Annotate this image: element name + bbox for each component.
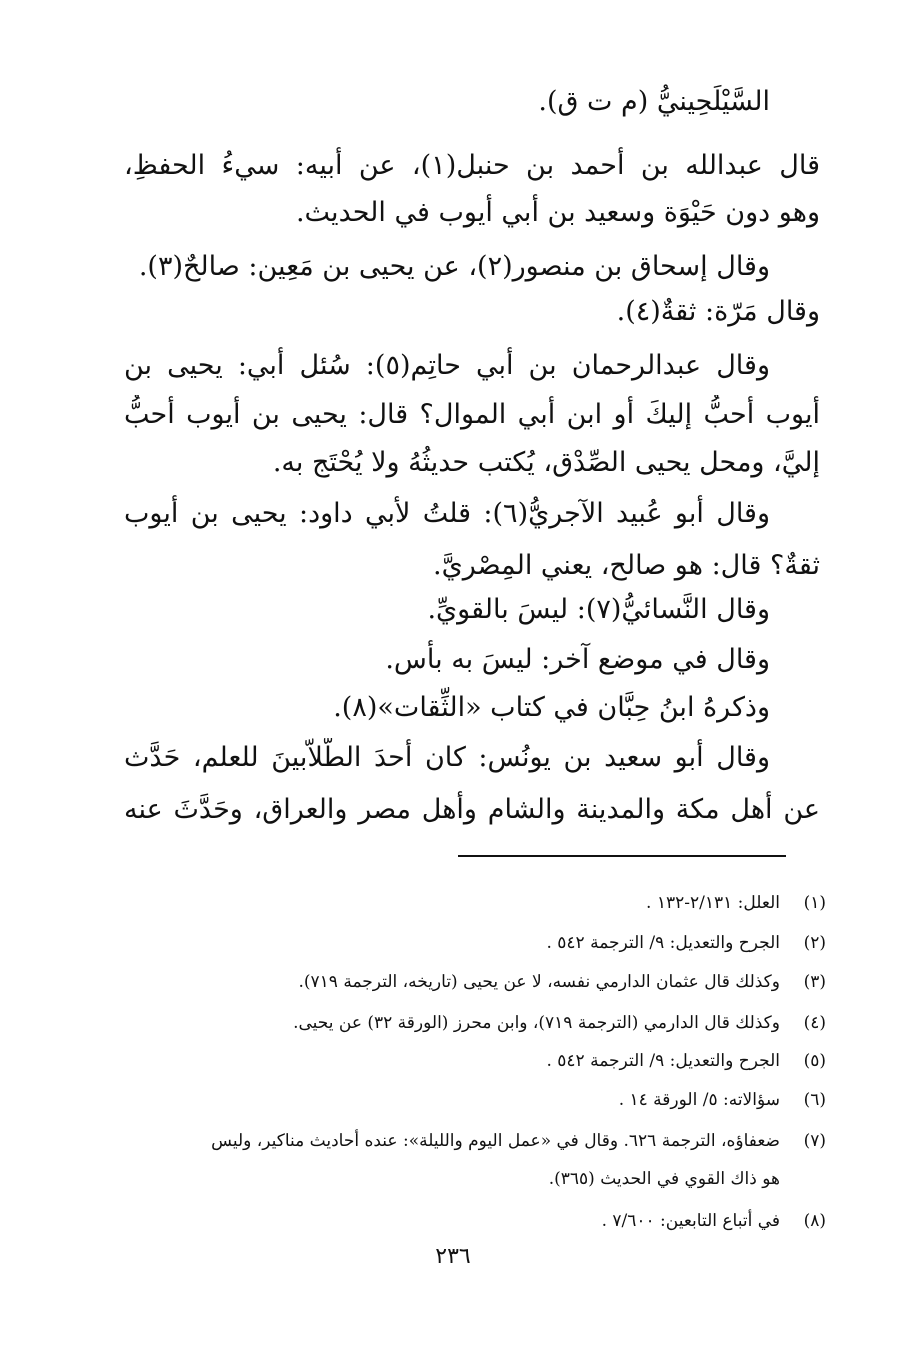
footnote-number: (٦) xyxy=(803,1090,826,1110)
footnote-text: ضعفاؤه، الترجمة ٦٢٦. وقال في «عمل اليوم والليلة»: عنده أحاديث مناكير، وليس xyxy=(211,1131,780,1151)
page-number: ٢٣٦ xyxy=(435,1244,471,1269)
main-line-8: إليَّ، ومحل يحيى الصِّدْق، يُكتب حديثُهُ ولا يُحْتَج به. xyxy=(272,447,820,478)
main-line-2: قال عبدالله بن أحمد بن حنبل(١)، عن أبيه: سيءُ الحفظِ، xyxy=(124,150,820,181)
footnote-text: الجرح والتعديل: ٩/ الترجمة ٥٤٢ . xyxy=(546,1051,780,1071)
footnote-number: (٣) xyxy=(803,972,826,992)
main-line-6: وقال عبدالرحمان بن أبي حاتِم(٥): سُئل أبي: يحيى بن xyxy=(124,350,770,381)
footnote-number: (٧) xyxy=(803,1131,826,1151)
main-line-10: ثقةٌ؟ قال: هو صالح، يعني المِصْريَّ. xyxy=(432,550,820,581)
footnote-text: وكذلك قال الدارمي (الترجمة ٧١٩)، وابن محرز (الورقة ٣٢) عن يحيى. xyxy=(293,1013,780,1033)
main-line-7: أيوب أحبُّ إليكَ أو ابن أبي الموال؟ قال: يحيى بن أيوب أحبُّ xyxy=(124,399,820,430)
main-line-9: وقال أبو عُبيد الآجريُّ(٦): قلتُ لأبي داود: يحيى بن أيوب xyxy=(124,498,770,529)
footnote-text-continued: هو ذاك القوي في الحديث (٣٦٥). xyxy=(548,1169,780,1189)
main-line-11: وقال النَّسائيُّ(٧): ليسَ بالقويِّ. xyxy=(427,594,770,625)
main-line-4: وقال إسحاق بن منصور(٢)، عن يحيى بن مَعِين: صالحٌ(٣). xyxy=(138,251,770,282)
main-line-3: وهو دون حَيْوَة وسعيد بن أبي أيوب في الحديث. xyxy=(295,197,820,228)
footnote-text: العلل: ٢/١٣١-١٣٢ . xyxy=(646,893,780,913)
footnote-number: (٥) xyxy=(803,1051,826,1071)
main-line-14: وقال أبو سعيد بن يونُس: كان أحدَ الطَّلاّبينَ للعلم، حَدَّث xyxy=(124,742,770,773)
footnote-number: (٨) xyxy=(803,1211,826,1231)
footnote-text: في أتباع التابعين: ٧/٦٠٠ . xyxy=(601,1211,780,1231)
footnote-text: سؤالاته: ٥/ الورقة ١٤ . xyxy=(618,1090,780,1110)
main-line-12: وقال في موضع آخر: ليسَ به بأس. xyxy=(385,644,770,675)
footnote-text: وكذلك قال عثمان الدارمي نفسه، لا عن يحيى (تاريخه، الترجمة ٧١٩). xyxy=(298,972,780,992)
main-line-1: السَّيْلَحِينيُّ (م ت ق). xyxy=(538,86,770,117)
footnote-text: الجرح والتعديل: ٩/ الترجمة ٥٤٢ . xyxy=(546,933,780,953)
footnote-number: (٢) xyxy=(803,933,826,953)
main-line-15: عن أهل مكة والمدينة والشام وأهل مصر والعراق، وحَدَّثَ عنه xyxy=(124,794,820,825)
main-line-13: وذكرهُ ابنُ حِبَّان في كتاب «الثِّقات»(٨). xyxy=(333,692,770,723)
main-line-5: وقال مَرّة: ثقةٌ(٤). xyxy=(616,296,820,327)
footnote-number: (١) xyxy=(803,893,826,913)
footnote-separator xyxy=(458,855,786,857)
footnote-number: (٤) xyxy=(803,1013,826,1033)
